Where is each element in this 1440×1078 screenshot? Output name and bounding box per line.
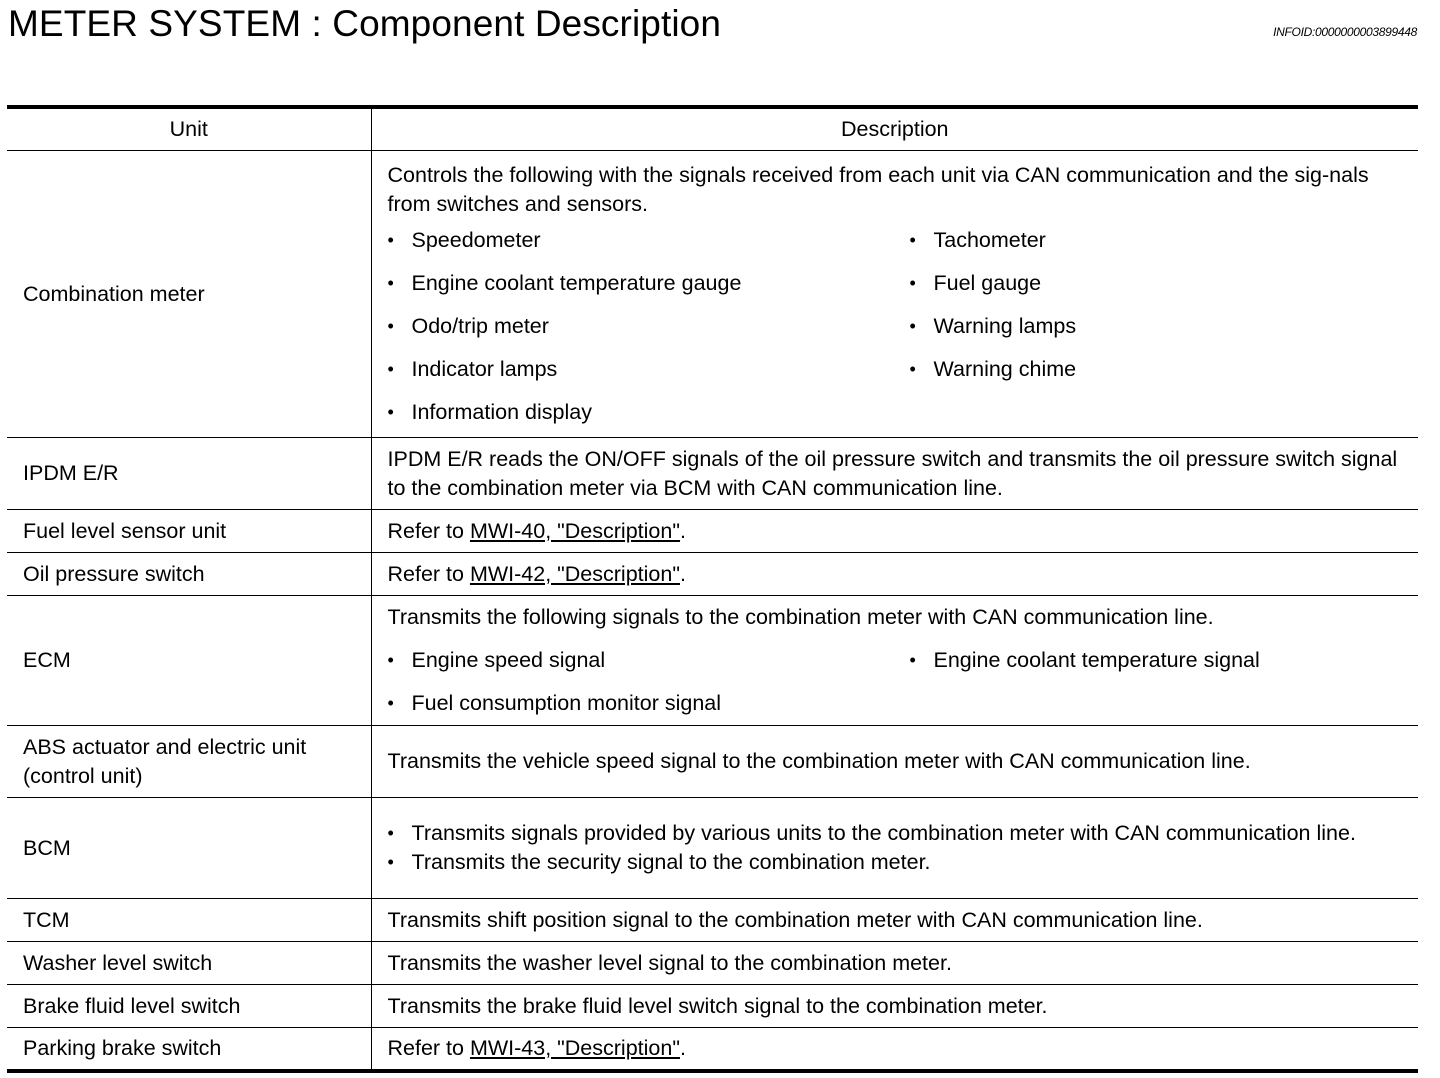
table-row [7, 596, 1418, 726]
table-row [7, 899, 1418, 942]
refer-text: Refer to [387, 561, 470, 586]
description-cell: Transmits shift position signal to the combination meter with CAN communication line. [371, 899, 1418, 942]
description-cell [371, 798, 1418, 899]
description-text: Transmits the following signals to the combination meter with CAN communication line. [387, 605, 1214, 629]
table-row [7, 985, 1418, 1028]
table-row [7, 798, 1418, 899]
list-item: • Odo/trip meter [388, 305, 910, 348]
unit-cell [7, 726, 371, 798]
unit-cell: BCM [7, 798, 371, 899]
description-cell: Transmits the brake fluid level switch signal to the combination meter. [371, 985, 1418, 1028]
reference-link[interactable]: MWI-42, "Description" [469, 561, 680, 586]
unit-cell: Fuel level sensor unit [7, 510, 371, 553]
column-header-description: Description [371, 107, 1418, 151]
description-text: Controls the following with the signals received from each unit via CAN communication and the sig-nals from switches and sensors. [387, 162, 1369, 216]
unit-cell: Oil pressure switch [7, 553, 371, 596]
period: . [679, 1035, 686, 1060]
table-row [7, 510, 1418, 553]
refer-text: Refer to [387, 518, 470, 543]
description-cell [371, 510, 1418, 553]
table-row [7, 438, 1418, 510]
list-item: • Engine speed signal [388, 639, 910, 682]
description-cell [371, 1028, 1418, 1071]
component-description-table [7, 105, 1418, 1073]
list-item: • Indicator lamps [388, 348, 910, 391]
description-cell [371, 553, 1418, 596]
list-item: • Transmits the security signal to the combination meter. [388, 848, 1409, 877]
description-cell: Transmits the vehicle speed signal to the combination meter with CAN communication line. [371, 726, 1418, 798]
table-row [7, 726, 1418, 798]
info-id: INFOID:0000000003899448 [1273, 25, 1417, 39]
description-cell: Transmits the washer level signal to the combination meter. [371, 942, 1418, 985]
period: . [679, 561, 686, 586]
bullet-list [388, 639, 1409, 725]
table-header-row [7, 107, 1418, 151]
refer-text: Refer to [387, 1035, 470, 1060]
description-cell [371, 596, 1418, 726]
list-item: • Transmits signals provided by various units to the combination meter with CAN communication line. [388, 819, 1409, 848]
reference-link[interactable]: MWI-43, "Description" [469, 1035, 680, 1060]
list-item: • Fuel gauge [910, 262, 1409, 305]
unit-cell: Combination meter [7, 151, 371, 438]
unit-line: ABS actuator and electric unit [23, 734, 307, 759]
list-item: • Fuel consumption monitor signal [388, 682, 910, 725]
table-row [7, 1028, 1418, 1071]
reference-link[interactable]: MWI-40, "Description" [469, 518, 680, 543]
bullet-list [388, 219, 1409, 434]
unit-cell: IPDM E/R [7, 438, 371, 510]
list-item: • Engine coolant temperature signal [910, 639, 1409, 682]
unit-cell: Parking brake switch [7, 1028, 371, 1071]
unit-cell: Brake fluid level switch [7, 985, 371, 1028]
table-row [7, 553, 1418, 596]
unit-cell: Washer level switch [7, 942, 371, 985]
list-item: • Engine coolant temperature gauge [388, 262, 910, 305]
list-item: • Warning lamps [910, 305, 1409, 348]
description-cell: IPDM E/R reads the ON/OFF signals of the oil pressure switch and transmits the oil pressure switch signal to the combination meter via BCM with CAN communication line. [371, 438, 1418, 510]
list-item: • Speedometer [388, 219, 910, 262]
unit-cell: TCM [7, 899, 371, 942]
unit-cell: ECM [7, 596, 371, 726]
page-title: METER SYSTEM : Component Description [8, 3, 721, 44]
table-row [7, 942, 1418, 985]
column-header-unit: Unit [7, 107, 371, 151]
list-item: • Tachometer [910, 219, 1409, 262]
list-item: • Information display [388, 391, 910, 434]
table-row [7, 151, 1418, 438]
period: . [679, 518, 686, 543]
description-cell [371, 151, 1418, 438]
list-item: • Warning chime [910, 348, 1409, 391]
unit-line: (control unit) [23, 763, 143, 788]
